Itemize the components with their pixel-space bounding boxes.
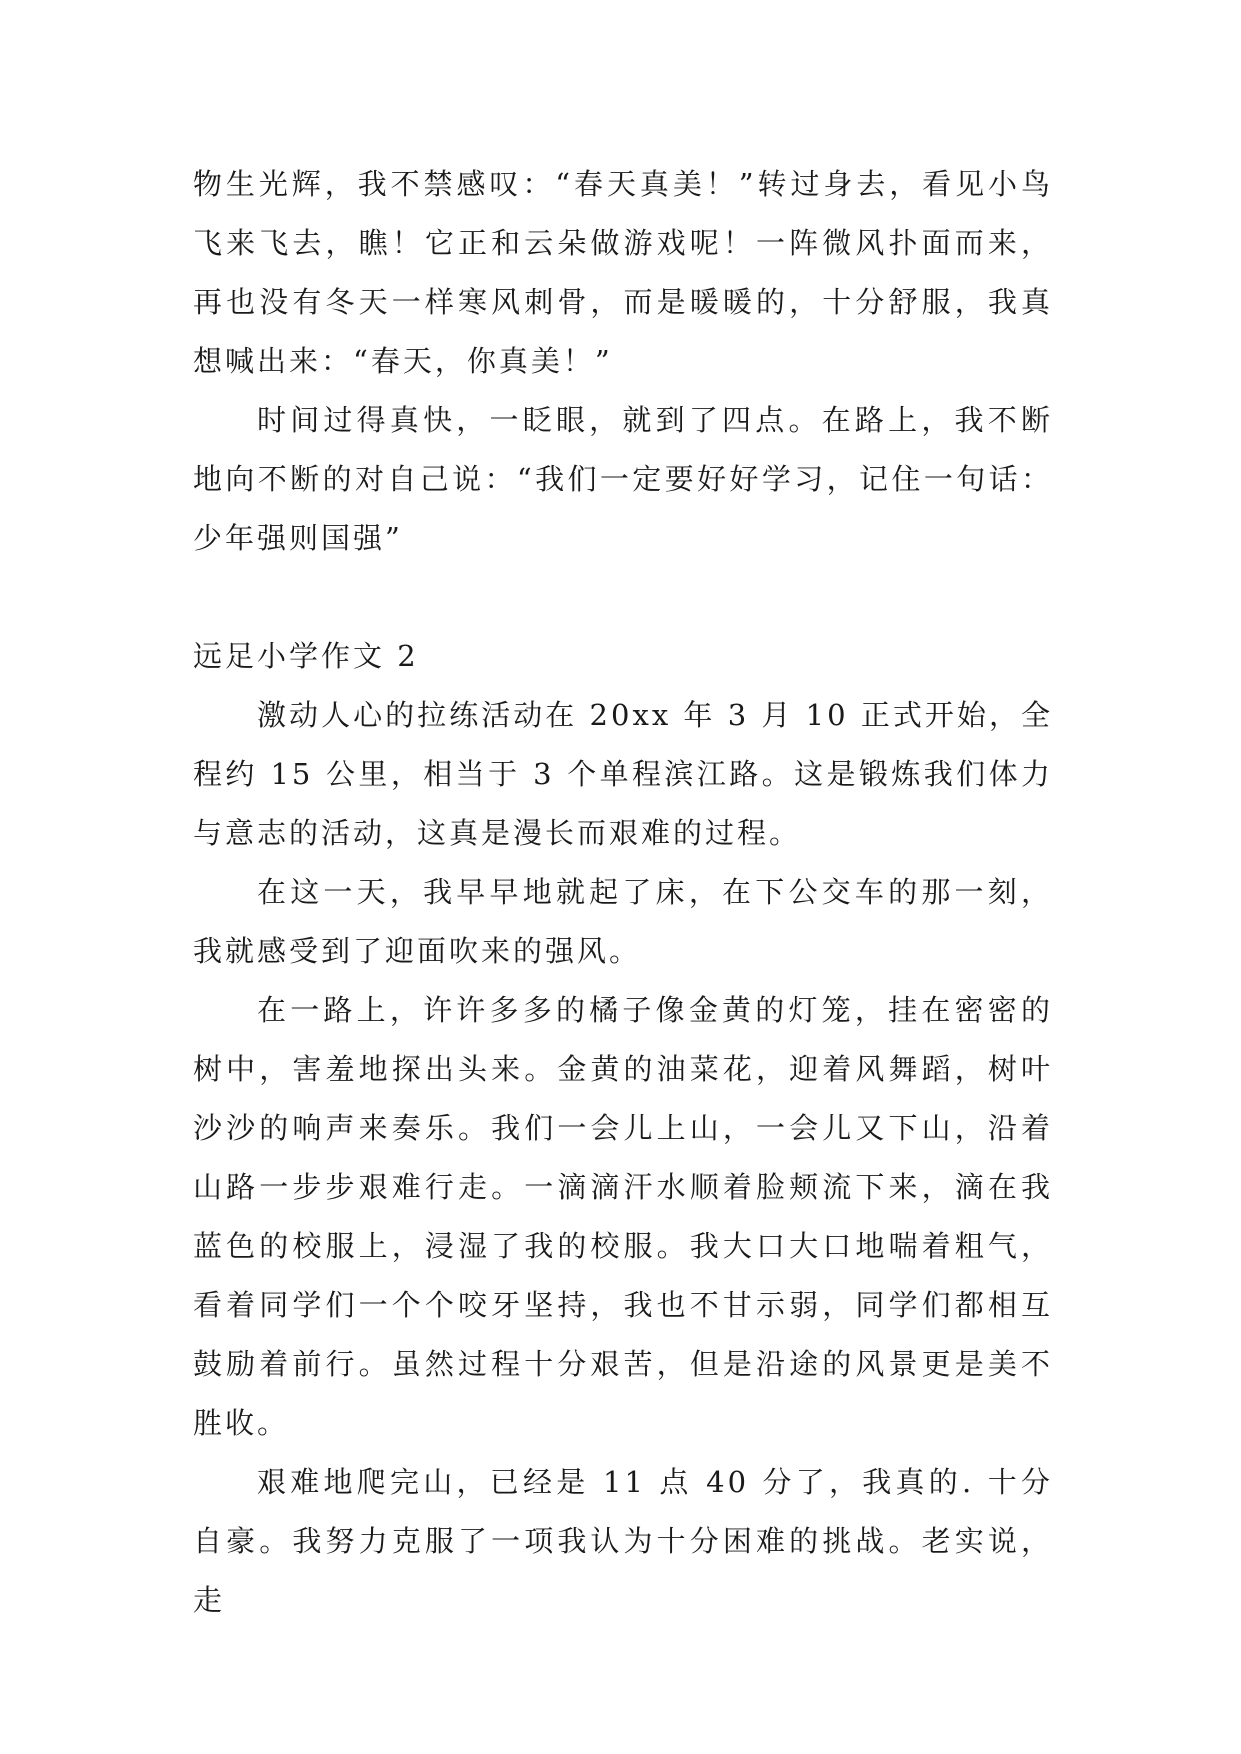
section-heading: 远足小学作文 2 — [193, 639, 419, 673]
paragraph: 在一路上，许许多多的橘子像金黄的灯笼，挂在密密的树中，害羞地探出头来。金黄的油菜花，迎着风舞蹈，树叶沙沙的响声来奏乐。我们一会儿上山，一会儿又下山，沿着山路一步步艰难行走。一滴滴汗水顺着脸颊流下来，滴在我蓝色的校服上，浸湿了我的校服。我大口大口地喘着粗气，看着同学们一个个咬牙坚持，我也不甘示弱，同学们都相互鼓励着前行。虽然过程十分艰苦，但是沿途的风景更是美不胜收。 — [193, 993, 1053, 1440]
paragraph: 在这一天，我早早地就起了床，在下公交车的那一刻，我就感受到了迎面吹来的强风。 — [193, 875, 1053, 968]
paragraph: 时间过得真快，一眨眼，就到了四点。在路上，我不断地向不断的对自己说：“我们一定要好好学习，记住一句话：少年强则国强” — [193, 403, 1053, 555]
document-body — [193, 155, 1053, 1630]
paragraph: 激动人心的拉练活动在 20xx 年 3 月 10 正式开始，全程约 15 公里，相当于 3 个单程滨江路。这是锻炼我们体力与意志的活动，这真是漫长而艰难的过程。 — [193, 698, 1053, 850]
paragraph: 物生光辉，我不禁感叹：“春天真美！”转过身去，看见小鸟飞来飞去，瞧！它正和云朵做游戏呢！一阵微风扑面而来，再也没有冬天一样寒风刺骨，而是暖暖的，十分舒服，我真想喊出来：“春天，你真美！” — [193, 167, 1053, 378]
paragraph: 艰难地爬完山，已经是 11 点 40 分了，我真的. 十分自豪。我努力克服了一项我认为十分困难的挑战。老实说，走 — [193, 1465, 1053, 1617]
